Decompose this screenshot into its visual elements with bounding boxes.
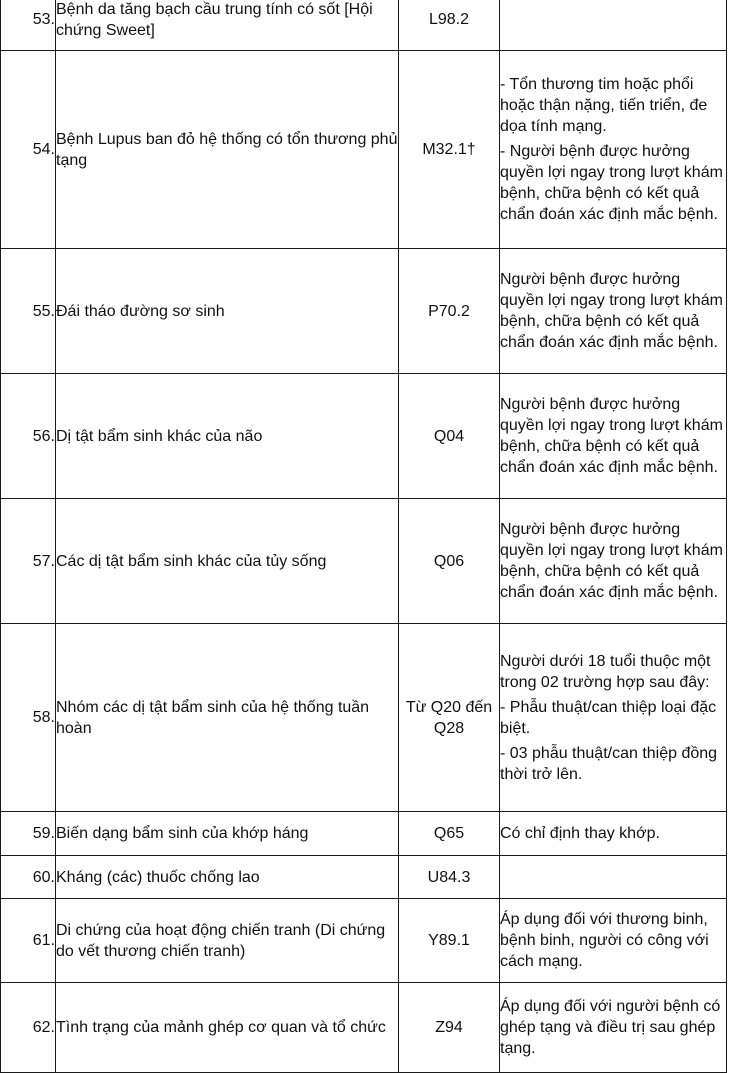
note-paragraph: Người bệnh được hưởng quyền lợi ngay trong lượt khám bệnh, chữa bệnh có kết quả chẩn đoán xác định mắc bệnh. [500,521,723,601]
row-number: 62. [1,983,56,1073]
table-row [1,812,727,856]
icd-code: Q06 [399,499,500,624]
note-paragraph: - Phẫu thuật/can thiệp loại đặc biệt. [500,698,717,737]
row-number: 58. [1,624,56,812]
disease-name: Kháng (các) thuốc chống lao [56,856,399,899]
disease-name: Bệnh da tăng bạch cầu trung tính có sốt [Hội chứng Sweet] [56,0,399,51]
condition-note [500,0,727,51]
note-paragraph: - 03 phẫu thuật/can thiệp đồng thời trở lên. [500,744,718,783]
icd-code: P70.2 [399,249,500,374]
condition-note [500,51,727,249]
row-number: 56. [1,374,56,499]
table-row [1,249,727,374]
condition-note [500,374,727,499]
icd-code: Q65 [399,812,500,856]
note-paragraph: - Tổn thương tim hoặc phổi hoặc thận nặng, tiến triển, đe dọa tính mạng. [500,76,708,135]
table-row [1,51,727,249]
row-number: 60. [1,856,56,899]
icd-code: Q04 [399,374,500,499]
condition-note [500,812,727,856]
note-paragraph: Áp dụng đối với thương binh, bệnh binh, người có công với cách mạng. [500,911,709,970]
disease-name: Biến dạng bẩm sinh của khớp háng [56,812,399,856]
note-paragraph: - Người bệnh được hưởng quyền lợi ngay trong lượt khám bệnh, chữa bệnh có kết quả chẩn đoán xác định mắc bệnh. [500,143,723,223]
disease-name: Đái tháo đường sơ sinh [56,249,399,374]
icd-code: L98.2 [399,0,500,51]
row-number: 61. [1,899,56,983]
condition-note [500,499,727,624]
disease-name: Tình trạng của mảnh ghép cơ quan và tổ chức [56,983,399,1073]
note-paragraph: Người bệnh được hưởng quyền lợi ngay trong lượt khám bệnh, chữa bệnh có kết quả chẩn đoán xác định mắc bệnh. [500,271,723,351]
table-body [1,0,727,1073]
icd-code: M32.1† [399,51,500,249]
table-row [1,899,727,983]
row-number: 57. [1,499,56,624]
disease-name: Bệnh Lupus ban đỏ hệ thống có tổn thương phủ tạng [56,51,399,249]
table-row [1,856,727,899]
note-paragraph: Có chỉ định thay khớp. [500,825,660,842]
icd-code: Từ Q20 đến Q28 [399,624,500,812]
condition-note [500,249,727,374]
icd-code: U84.3 [399,856,500,899]
table-row [1,983,727,1073]
disease-name: Di chứng của hoạt động chiến tranh (Di chứng do vết thương chiến tranh) [56,899,399,983]
condition-note [500,856,727,899]
condition-note [500,624,727,812]
disease-name: Dị tật bẩm sinh khác của não [56,374,399,499]
disease-name: Nhóm các dị tật bẩm sinh của hệ thống tuần hoàn [56,624,399,812]
note-paragraph: Người bệnh được hưởng quyền lợi ngay trong lượt khám bệnh, chữa bệnh có kết quả chẩn đoán xác định mắc bệnh. [500,396,723,476]
row-number: 55. [1,249,56,374]
table-row [1,624,727,812]
row-number: 59. [1,812,56,856]
condition-note [500,983,727,1073]
icd-code: Y89.1 [399,899,500,983]
table-row [1,374,727,499]
icd-code: Z94 [399,983,500,1073]
disease-name: Các dị tật bẩm sinh khác của tủy sống [56,499,399,624]
row-number: 53. [1,0,56,51]
table-row [1,499,727,624]
row-number: 54. [1,51,56,249]
note-paragraph: Người dưới 18 tuổi thuộc một trong 02 trường hợp sau đây: [500,652,711,691]
note-paragraph: Áp dụng đối với người bệnh có ghép tạng và điều trị sau ghép tạng. [500,998,721,1057]
condition-note [500,899,727,983]
table-row [1,0,727,51]
